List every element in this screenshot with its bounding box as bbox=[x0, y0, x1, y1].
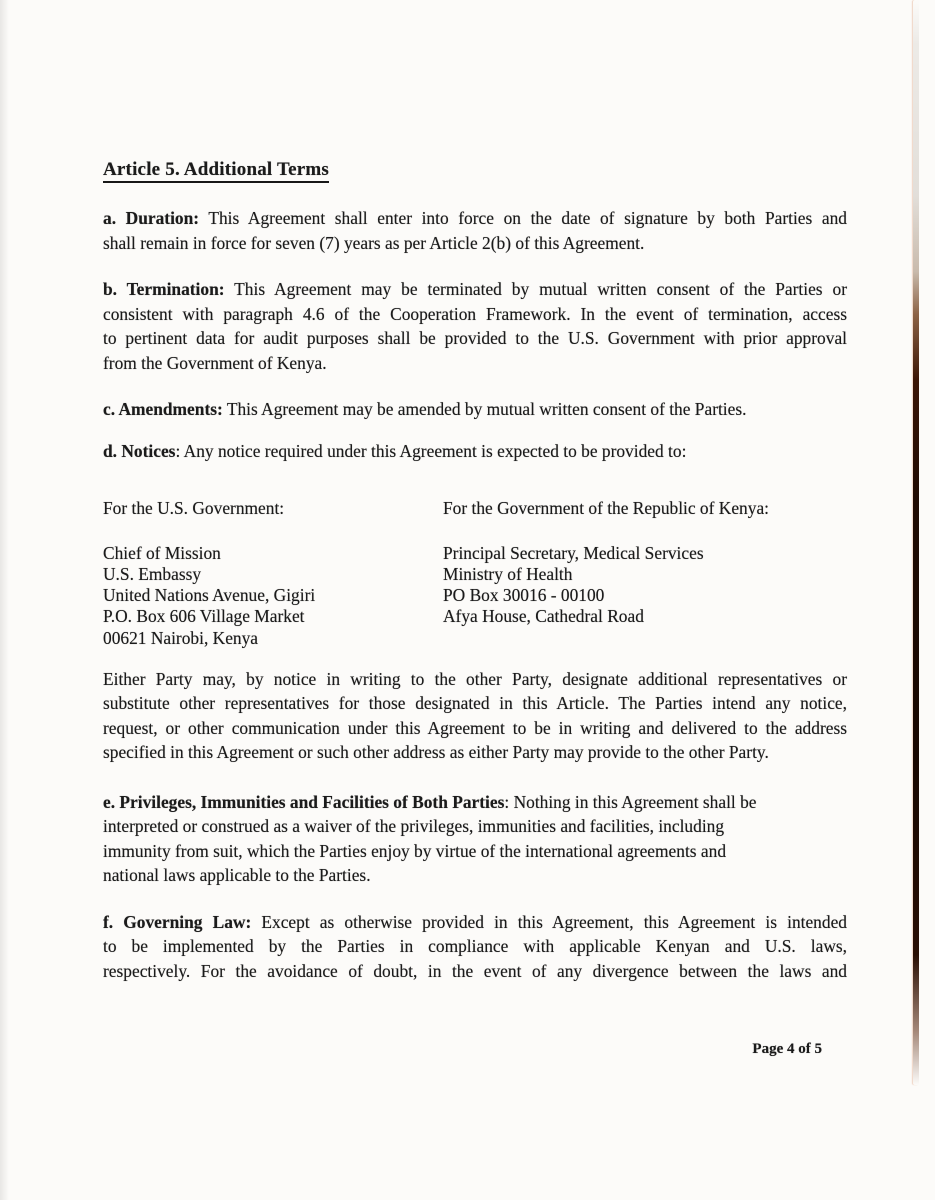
address-line: PO Box 30016 - 00100 bbox=[443, 585, 605, 606]
text-line: specified in this Agreement or such other address as either Party may provide to the other Party. bbox=[103, 742, 769, 763]
amendments-label: c. Amendments: bbox=[103, 399, 223, 419]
paragraph-governing-law bbox=[103, 910, 847, 984]
text-run: This Agreement shall enter into force on the date of signature by both Parties and bbox=[199, 208, 847, 228]
address-line: Ministry of Health bbox=[443, 563, 573, 584]
text-run: Except as otherwise provided in this Agreement, this Agreement is intended bbox=[251, 911, 847, 932]
kenya-address-block bbox=[443, 543, 704, 628]
text-line: immunity from suit, which the Parties enjoy by virtue of the international agreements and bbox=[103, 840, 727, 861]
text-line: to be implemented by the Parties in compliance with applicable Kenyan and U.S. laws, bbox=[103, 936, 847, 957]
text-line: shall remain in force for seven (7) years as per Article 2(b) of this Agreement. bbox=[103, 232, 645, 253]
notice-addresses-row bbox=[103, 543, 847, 649]
text-line: request, or other communication under this Agreement to be in writing and delivered to the address bbox=[103, 717, 847, 738]
address-line: U.S. Embassy bbox=[103, 563, 202, 584]
text-line: from the Government of Kenya. bbox=[103, 352, 327, 373]
governing-law-label: f. Governing Law: bbox=[103, 911, 252, 932]
address-line: Principal Secretary, Medical Services bbox=[443, 542, 704, 563]
text-line: consistent with paragraph 4.6 of the Cooperation Framework. In the event of termination, access bbox=[103, 303, 847, 324]
text-line bbox=[103, 277, 847, 302]
address-line: United Nations Avenue, Gigiri bbox=[103, 585, 316, 606]
text-line: interpreted or construed as a waiver of the privileges, immunities and facilities, including bbox=[103, 816, 725, 837]
text-line: Either Party may, by notice in writing to the other Party, designate additional representatives or bbox=[103, 668, 847, 689]
address-line: Chief of Mission bbox=[103, 542, 221, 563]
text-line: respectively. For the avoidance of doubt, in the event of any divergence between the laws and bbox=[103, 960, 847, 981]
text-line bbox=[103, 910, 847, 935]
text-line: to pertinent data for audit purposes shall be provided to the U.S. Government with prior approval bbox=[103, 328, 847, 348]
us-government-header: For the U.S. Government: bbox=[103, 498, 285, 518]
paragraph-amendments bbox=[103, 397, 847, 422]
text-run: This Agreement may be amended by mutual written consent of the Parties. bbox=[222, 399, 747, 419]
address-line: 00621 Nairobi, Kenya bbox=[103, 627, 259, 648]
article-heading bbox=[103, 158, 847, 182]
text-run: : Any notice required under this Agreement is expected to be provided to: bbox=[175, 440, 687, 461]
notice-headers-row bbox=[103, 496, 847, 521]
text-run: : Nothing in this Agreement shall be bbox=[504, 791, 757, 812]
termination-label: b. Termination: bbox=[103, 279, 225, 299]
text-line: national laws applicable to the Parties. bbox=[103, 865, 371, 886]
paragraph-notices bbox=[103, 439, 847, 464]
text-line bbox=[103, 397, 847, 422]
notices-label: d. Notices bbox=[103, 440, 176, 461]
privileges-label: e. Privileges, Immunities and Facilities of Both Parties bbox=[103, 791, 505, 812]
text-line bbox=[103, 206, 847, 231]
address-line: Afya House, Cathedral Road bbox=[443, 606, 644, 627]
address-line: P.O. Box 606 Village Market bbox=[103, 606, 305, 627]
paragraph-representatives bbox=[103, 667, 847, 765]
article-heading-text: Article 5. Additional Terms bbox=[103, 159, 329, 183]
paragraph-privileges bbox=[103, 790, 847, 888]
text-line: substitute other representatives for those designated in this Article. The Parties intend any notice, bbox=[103, 693, 847, 714]
kenya-government-header: For the Government of the Republic of Kenya: bbox=[443, 498, 769, 518]
paragraph-duration bbox=[103, 206, 847, 255]
paragraph-termination bbox=[103, 277, 847, 375]
page-number: Page 4 of 5 bbox=[752, 1041, 822, 1058]
duration-label: a. Duration: bbox=[103, 208, 200, 228]
text-run: This Agreement may be terminated by mutual written consent of the Parties or bbox=[224, 279, 847, 299]
text-line bbox=[103, 439, 847, 464]
text-line bbox=[103, 790, 847, 815]
